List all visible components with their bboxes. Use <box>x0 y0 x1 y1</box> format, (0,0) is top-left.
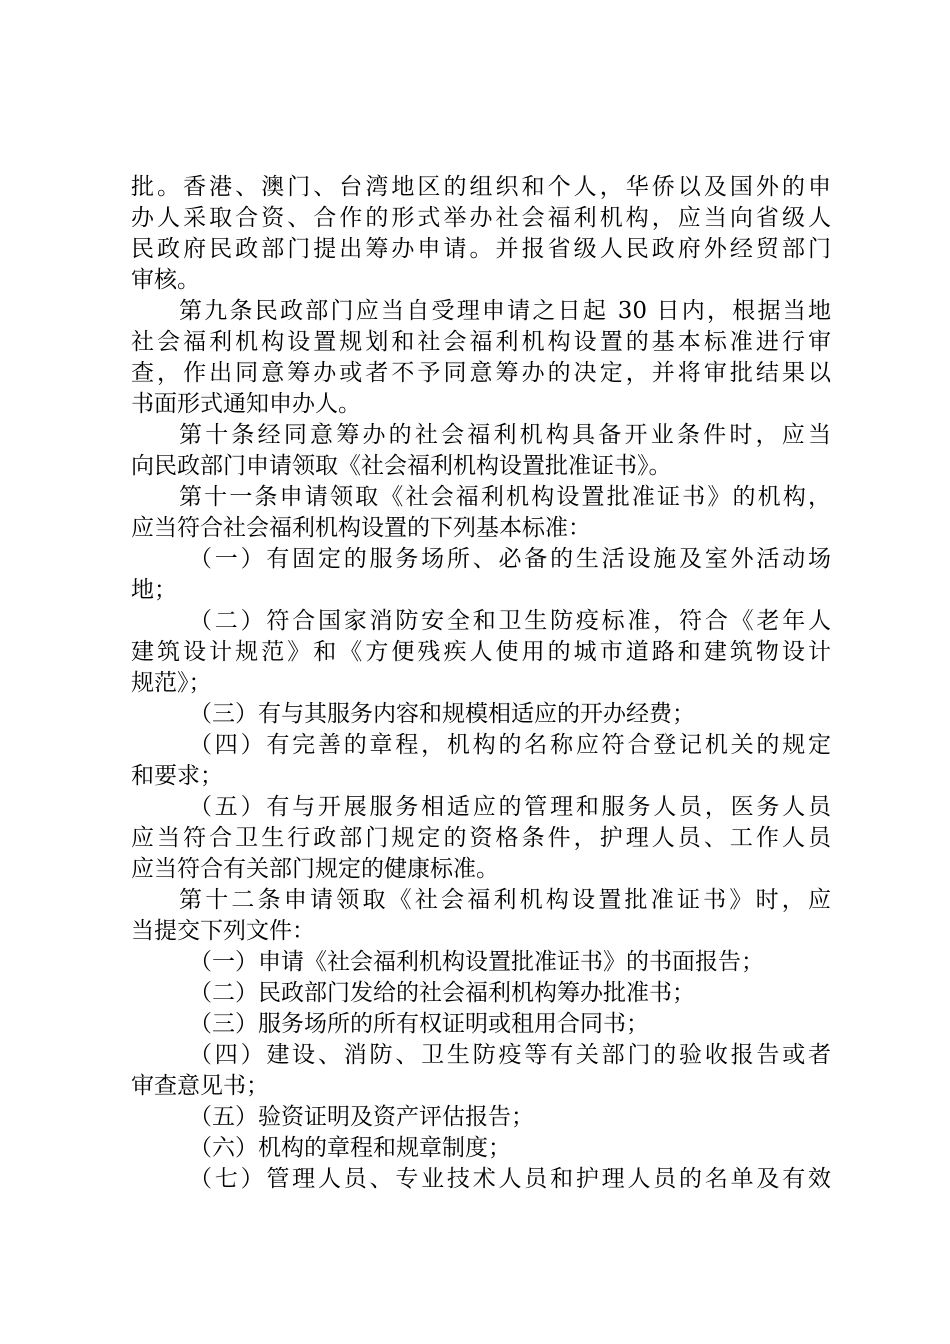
article-12-line: 第十二条申请领取《社会福利机构设置批准证书》时，应 <box>179 887 831 913</box>
list-item-line: （三）服务场所的所有权证明或租用合同书； <box>189 1011 649 1037</box>
text-line: 向民政部门申请领取《社会福利机构设置批准证书》。 <box>131 453 672 479</box>
text-line: 地； <box>131 577 177 603</box>
article-11-line: 第十一条申请领取《社会福利机构设置批准证书》的机构， <box>179 484 831 510</box>
article-10-line: 第十条经同意筹办的社会福利机构具备开业条件时，应当 <box>179 422 831 448</box>
text-line: 批。香港、澳门、台湾地区的组织和个人，华侨以及国外的申 <box>131 174 831 200</box>
list-item-line: （一）申请《社会福利机构设置批准证书》的书面报告； <box>189 949 764 975</box>
text-line: 和要求； <box>131 763 223 789</box>
list-item-line: （六）机构的章程和规章制度； <box>189 1135 511 1161</box>
list-item-line: （五）有与开展服务相适应的管理和服务人员，医务人员 <box>189 794 831 820</box>
list-item-line: （五）验资证明及资产评估报告； <box>189 1104 534 1130</box>
text-line: 应当符合卫生行政部门规定的资格条件，护理人员、工作人员 <box>131 825 831 851</box>
text-line: 社会福利机构设置规划和社会福利机构设置的基本标准进行审 <box>131 329 831 355</box>
list-item-line: （二）符合国家消防安全和卫生防疫标准，符合《老年人 <box>189 608 831 634</box>
text-line: 规范》； <box>131 670 212 696</box>
list-item-line: （四）有完善的章程，机构的名称应符合登记机关的规定 <box>189 732 831 758</box>
text-line: 应当符合有关部门规定的健康标准。 <box>131 856 499 882</box>
text-line: 审查意见书； <box>131 1073 269 1099</box>
text-line: 当提交下列文件： <box>131 918 315 944</box>
list-item-line: （七）管理人员、专业技术人员和护理人员的名单及有效 <box>189 1166 831 1192</box>
text-line: 民政府民政部门提出筹办申请。并报省级人民政府外经贸部门 <box>131 236 831 262</box>
list-item-line: （三）有与其服务内容和规模相适应的开办经费； <box>189 701 695 727</box>
list-item-line: （四）建设、消防、卫生防疫等有关部门的验收报告或者 <box>189 1042 831 1068</box>
text-line: 办人采取合资、合作的形式举办社会福利机构，应当向省级人 <box>131 205 831 231</box>
text-line: 应当符合社会福利机构设置的下列基本标准： <box>131 515 591 541</box>
document-body <box>131 172 831 1195</box>
list-item-line: （一）有固定的服务场所、必备的生活设施及室外活动场 <box>189 546 831 572</box>
article-9-line: 第九条民政部门应当自受理申请之日起 30 日内，根据当地 <box>179 298 831 324</box>
list-item-line: （二）民政部门发给的社会福利机构筹办批准书； <box>189 980 695 1006</box>
text-line: 建筑设计规范》和《方便残疾人使用的城市道路和建筑物设计 <box>131 639 831 665</box>
text-line: 书面形式通知申办人。 <box>131 391 361 417</box>
text-line: 审核。 <box>131 267 200 293</box>
text-line: 查，作出同意筹办或者不予同意筹办的决定，并将审批结果以 <box>131 360 831 386</box>
